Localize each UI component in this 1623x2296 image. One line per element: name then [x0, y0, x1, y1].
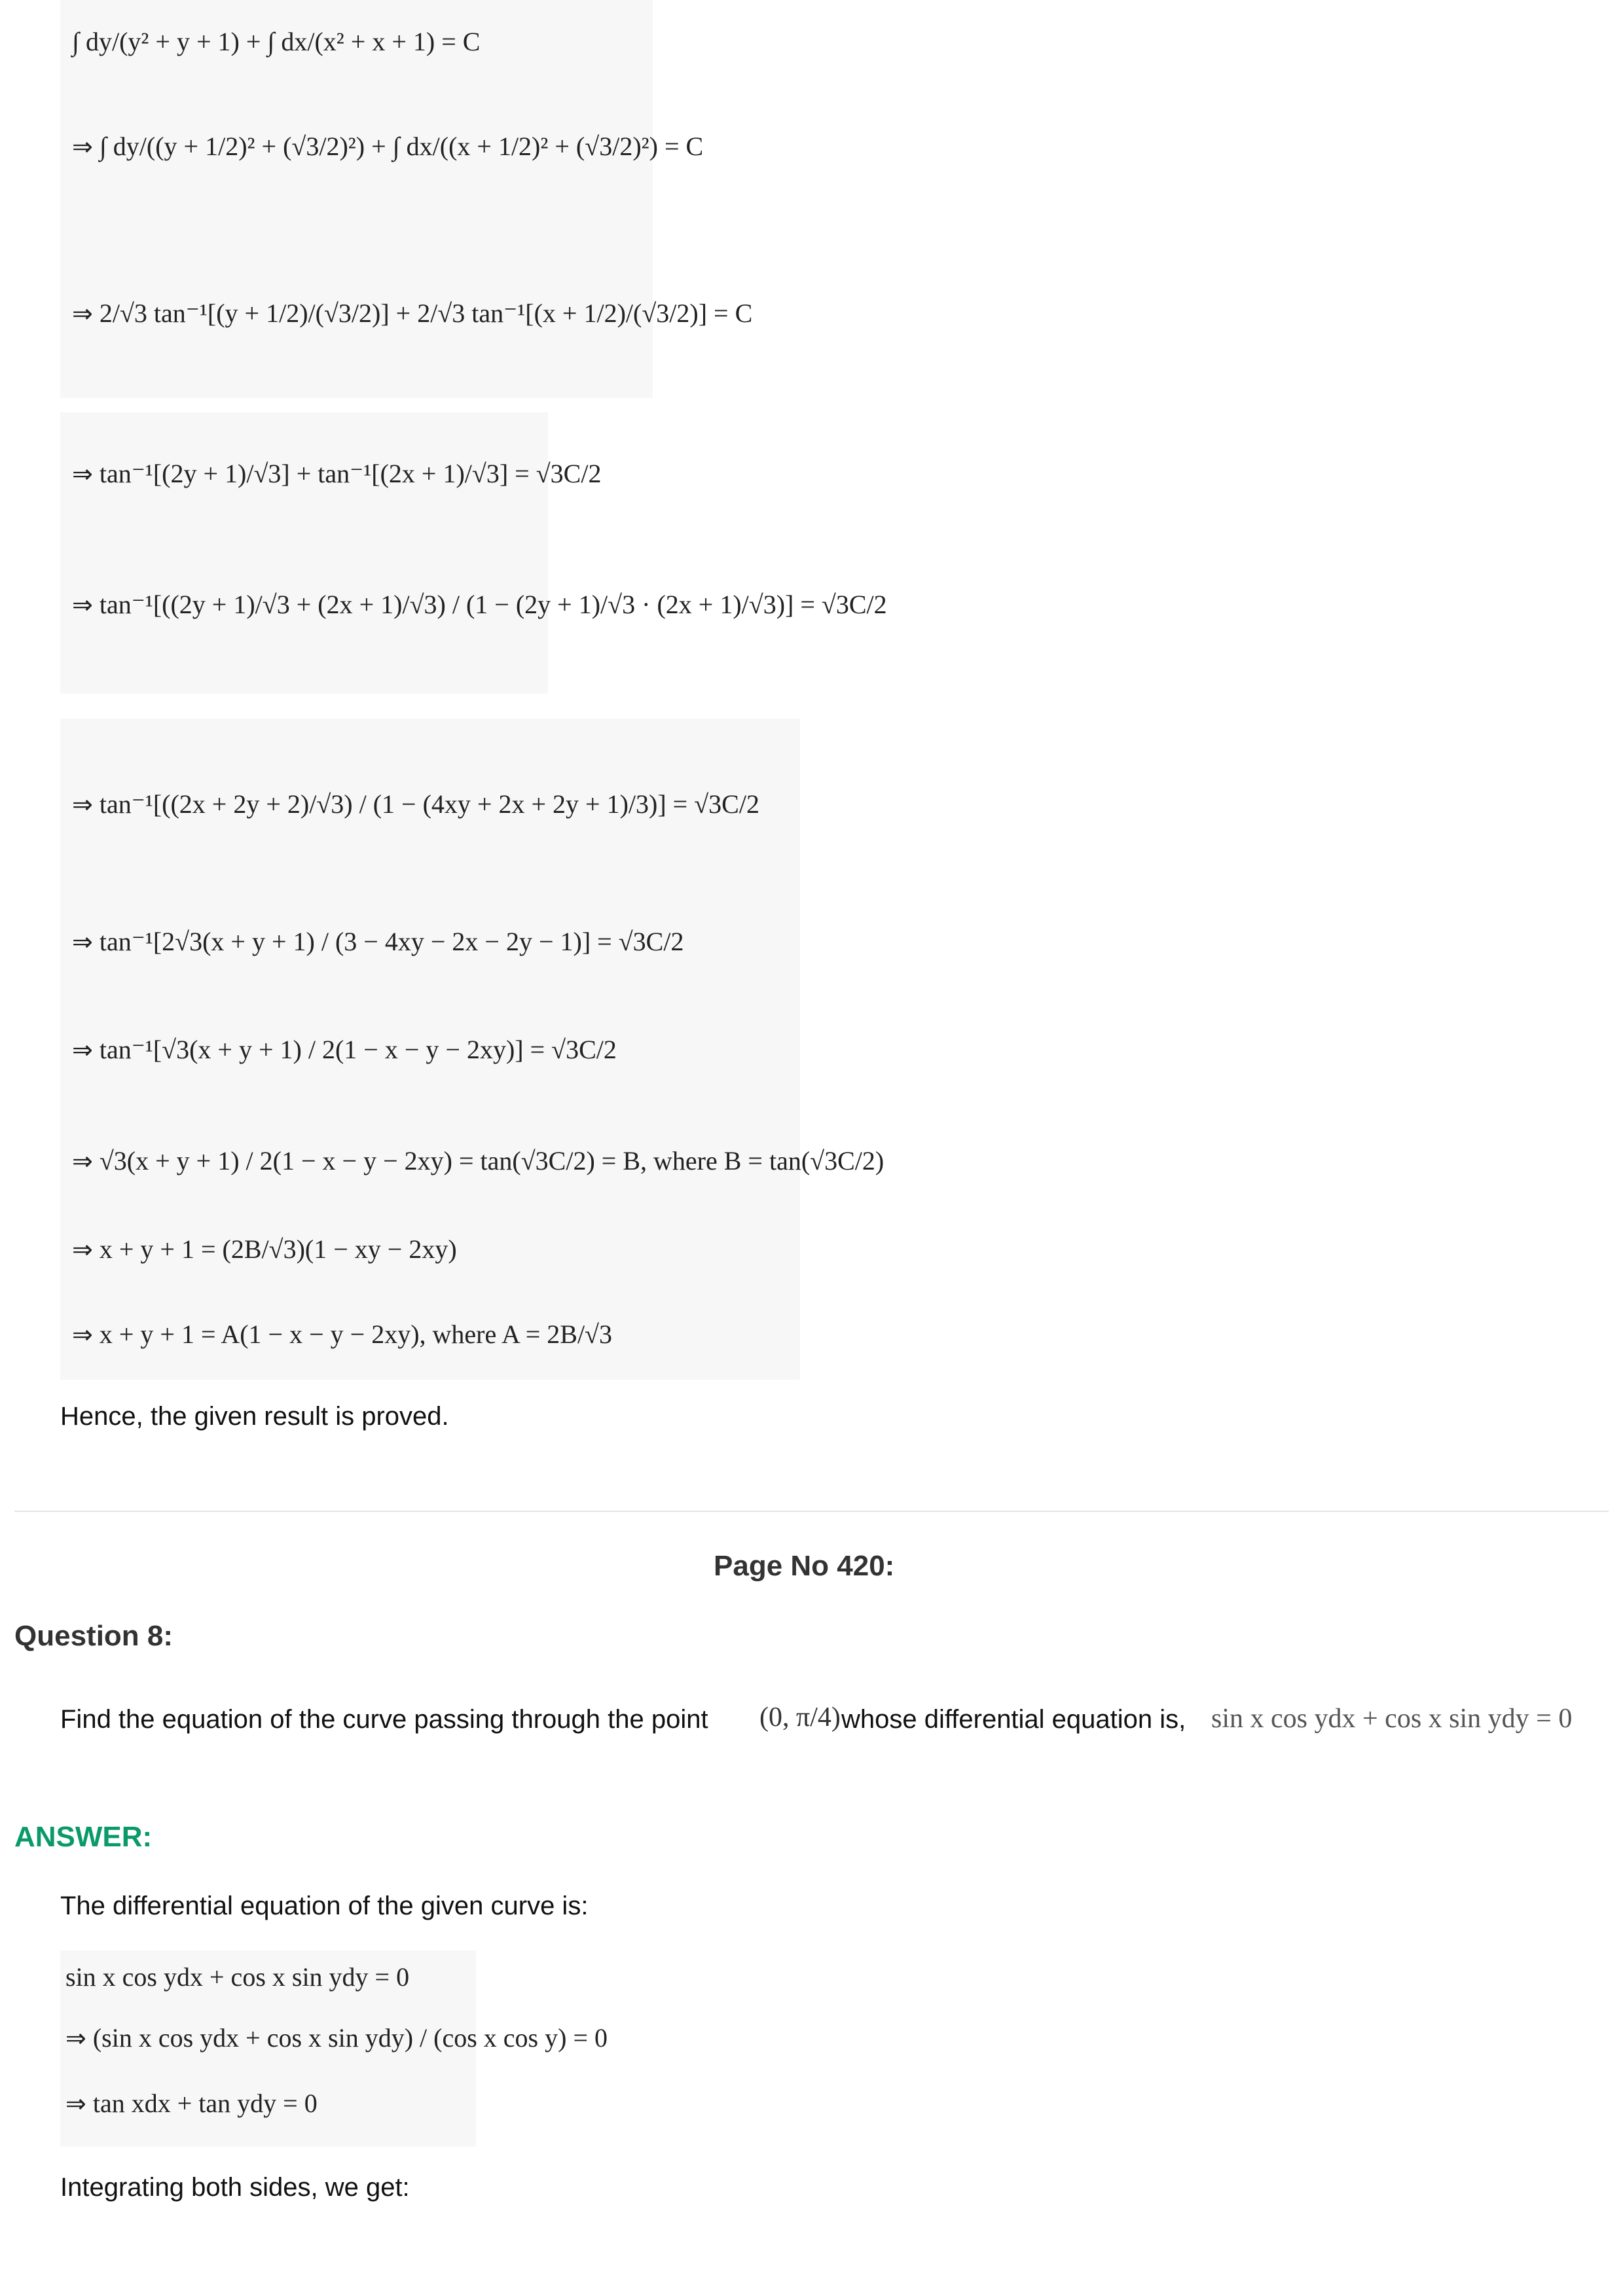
question-label: Question 8: — [14, 1620, 173, 1652]
answer-step: sin x cos ydx + cos x sin ydy = 0 — [65, 1962, 410, 1992]
solution-step: ⇒ tan⁻¹[((2y + 1)/√3 + (2x + 1)/√3) / (1 − (2y + 1)/√3 · (2x + 1)/√3)] = √3C/2 — [72, 590, 887, 619]
question-point: (0, π/4) — [759, 1702, 841, 1732]
solution-step: ⇒ tan⁻¹[(2y + 1)/√3] + tan⁻¹[(2x + 1)/√3] = √3C/2 — [72, 459, 602, 488]
math-block-1 — [60, 0, 653, 398]
section-divider — [14, 1511, 1609, 1512]
solution-step: ⇒ tan⁻¹[2√3(x + y + 1) / (3 − 4xy − 2x − 2y − 1)] = √3C/2 — [72, 927, 684, 956]
solution-step: ⇒ 2/√3 tan⁻¹[(y + 1/2)/(√3/2)] + 2/√3 tan⁻¹[(x + 1/2)/(√3/2)] = C — [72, 298, 753, 328]
solution-step: ⇒ √3(x + y + 1) / 2(1 − x − y − 2xy) = tan(√3C/2) = B, where B = tan(√3C/2) — [72, 1146, 884, 1175]
conclusion-text: Hence, the given result is proved. — [60, 1402, 449, 1431]
page-number-label: Page No 420: — [714, 1550, 895, 1582]
math-block-2 — [60, 412, 548, 694]
question-text-start: Find the equation of the curve passing through the point — [60, 1705, 708, 1734]
answer-label: ANSWER: — [14, 1821, 153, 1853]
answer-step: ⇒ tan xdx + tan ydy = 0 — [65, 2089, 318, 2118]
solution-step: ⇒ tan⁻¹[√3(x + y + 1) / 2(1 − x − y − 2xy)] = √3C/2 — [72, 1035, 617, 1064]
solution-step: ⇒ tan⁻¹[((2x + 2y + 2)/√3) / (1 − (4xy + 2x + 2y + 1)/3)] = √3C/2 — [72, 789, 759, 819]
integrating-text: Integrating both sides, we get: — [60, 2173, 410, 2202]
answer-step: ⇒ (sin x cos ydx + cos x sin ydy) / (cos x cos y) = 0 — [65, 2023, 608, 2053]
question-text-end: whose differential equation is, — [841, 1705, 1186, 1734]
solution-step: ⇒ x + y + 1 = A(1 − x − y − 2xy), where A = 2B/√3 — [72, 1319, 613, 1349]
question-equation: sin x cos ydx + cos x sin ydy = 0 — [1211, 1704, 1573, 1734]
solution-step: ∫ dy/(y² + y + 1) + ∫ dx/(x² + x + 1) = C — [72, 27, 481, 56]
answer-intro-text: The differential equation of the given curve is: — [60, 1892, 589, 1920]
solution-step: ⇒ x + y + 1 = (2B/√3)(1 − xy − 2xy) — [72, 1234, 457, 1264]
solution-step: ⇒ ∫ dy/((y + 1/2)² + (√3/2)²) + ∫ dx/((x + 1/2)² + (√3/2)²) = C — [72, 132, 704, 161]
